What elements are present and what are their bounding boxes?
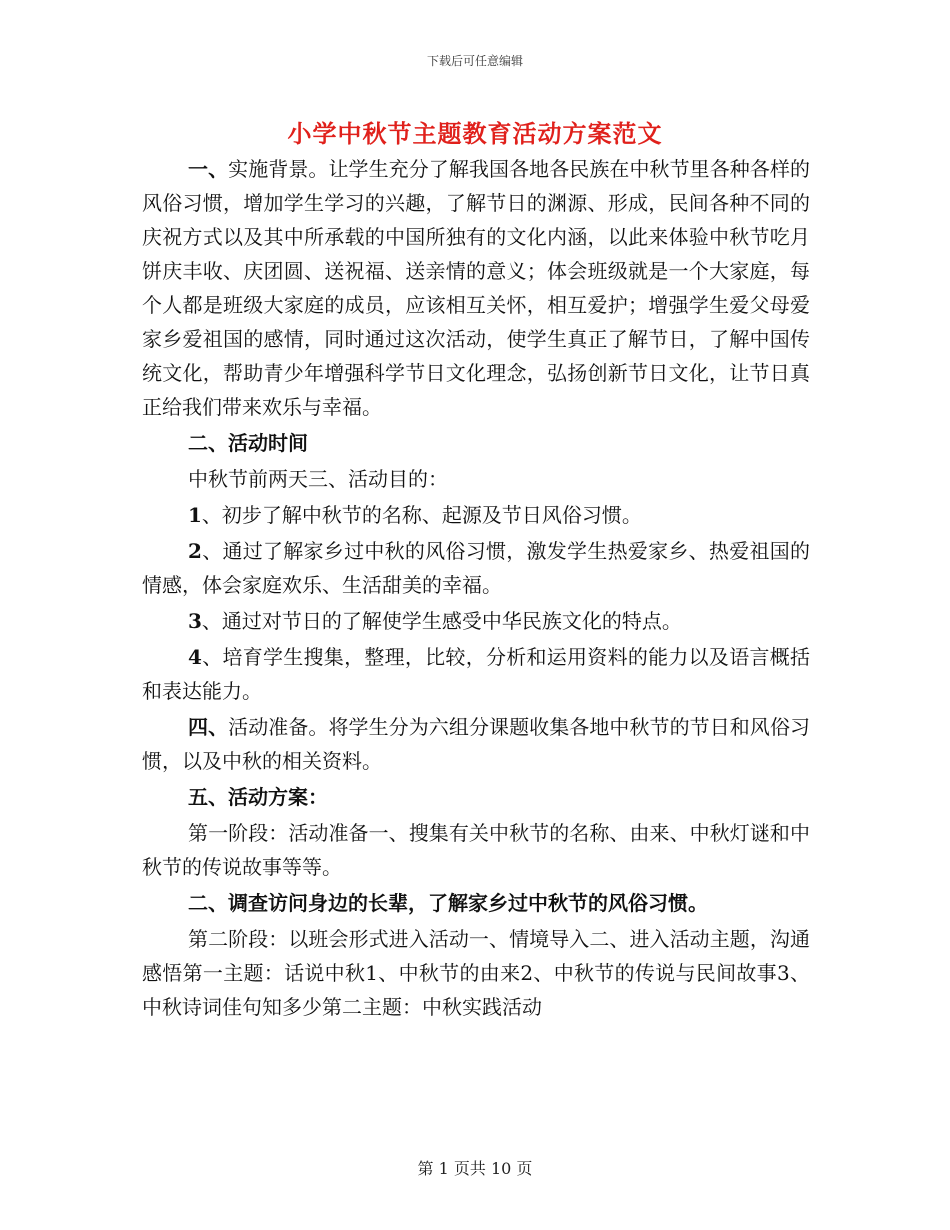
paragraph-background: [142, 152, 810, 424]
paragraph-activity-time: [142, 462, 810, 496]
paragraph-text: 、初步了解中秋节的名称、起源及节日风俗习惯。: [201, 503, 642, 527]
paragraph-stage-1: [142, 816, 810, 884]
paragraph-preparation: [142, 710, 810, 778]
paragraph-plan-heading: [142, 780, 810, 814]
paragraph-lead: 一、: [188, 157, 229, 181]
paragraph-goal-4: [142, 640, 810, 708]
paragraph-lead: 2: [188, 539, 202, 563]
paragraph-activity-time-heading: [142, 426, 810, 460]
document-title: 小学中秋节主题教育活动方案范文: [287, 119, 663, 148]
paragraph-lead: 1: [188, 503, 202, 527]
paragraph-goal-1: [142, 498, 810, 532]
paragraph-lead: 3: [188, 609, 202, 633]
paragraph-text: 活动准备。将学生分为六组分课题收集各地中秋节的节日和风俗习惯，以及中秋的相关资料。: [142, 715, 811, 773]
paragraph-text: 第二阶段：以班会形式进入活动一、情境导入二、进入活动主题，沟通感悟第一主题：话说中秋1、中秋节的由来2、中秋节的传说与民间故事3、中秋诗词佳句知多少第二主题：中秋实践活动: [142, 927, 810, 1019]
paragraph-text: 实施背景。让学生充分了解我国各地各民族在中秋节里各种各样的风俗习惯，增加学生学习的兴趣，了解节日的渊源、形成，民间各种不同的庆祝方式以及其中所承载的中国所独有的文化内涵，以此来体验中秋节吃月饼庆丰收、庆团圆、送祝福、送亲情的意义；体会班级就是一个大家庭，每个人都是班级大家庭的成员，应该相互关怀，相互爱护；增强学生爱父母爱家乡爱祖国的感情，同时通过这次活动，使学生真正了解节日，了解中国传统文化，帮助青少年增强科学节日文化理念，弘扬创新节日文化，让节日真正给我们带来欢乐与幸福。: [142, 157, 811, 419]
paragraph-survey: [142, 886, 810, 920]
paragraph-stage-2: [142, 922, 810, 1024]
paragraph-lead: 4: [188, 645, 202, 669]
paragraph-lead: 四、: [188, 715, 229, 739]
paragraph-text: 、通过了解家乡过中秋的风俗习惯，激发学生热爱家乡、热爱祖国的情感，体会家庭欢乐、生活甜美的幸福。: [142, 539, 810, 597]
page-header-note: 下载后可任意编辑: [426, 54, 523, 68]
paragraph-lead: 二、活动时间: [188, 431, 308, 455]
page-number: 第 1 页共 10 页: [417, 1159, 533, 1178]
paragraph-text: 中秋节前两天三、活动目的：: [188, 467, 448, 491]
paragraph-text: 、通过对节日的了解使学生感受中华民族文化的特点。: [201, 609, 682, 633]
paragraph-goal-3: [142, 604, 810, 638]
paragraph-lead: 五、活动方案：: [188, 785, 328, 809]
paragraph-text: 、培育学生搜集，整理，比较，分析和运用资料的能力以及语言概括和表达能力。: [142, 645, 810, 703]
paragraph-goal-2: [142, 534, 810, 602]
paragraph-text: 第一阶段：活动准备一、搜集有关中秋节的名称、由来、中秋灯谜和中秋节的传说故事等等。: [142, 821, 810, 879]
paragraph-lead: 二、调查访问身边的长辈，了解家乡过中秋节的风俗习惯。: [188, 891, 708, 915]
document-body: [142, 152, 810, 1024]
